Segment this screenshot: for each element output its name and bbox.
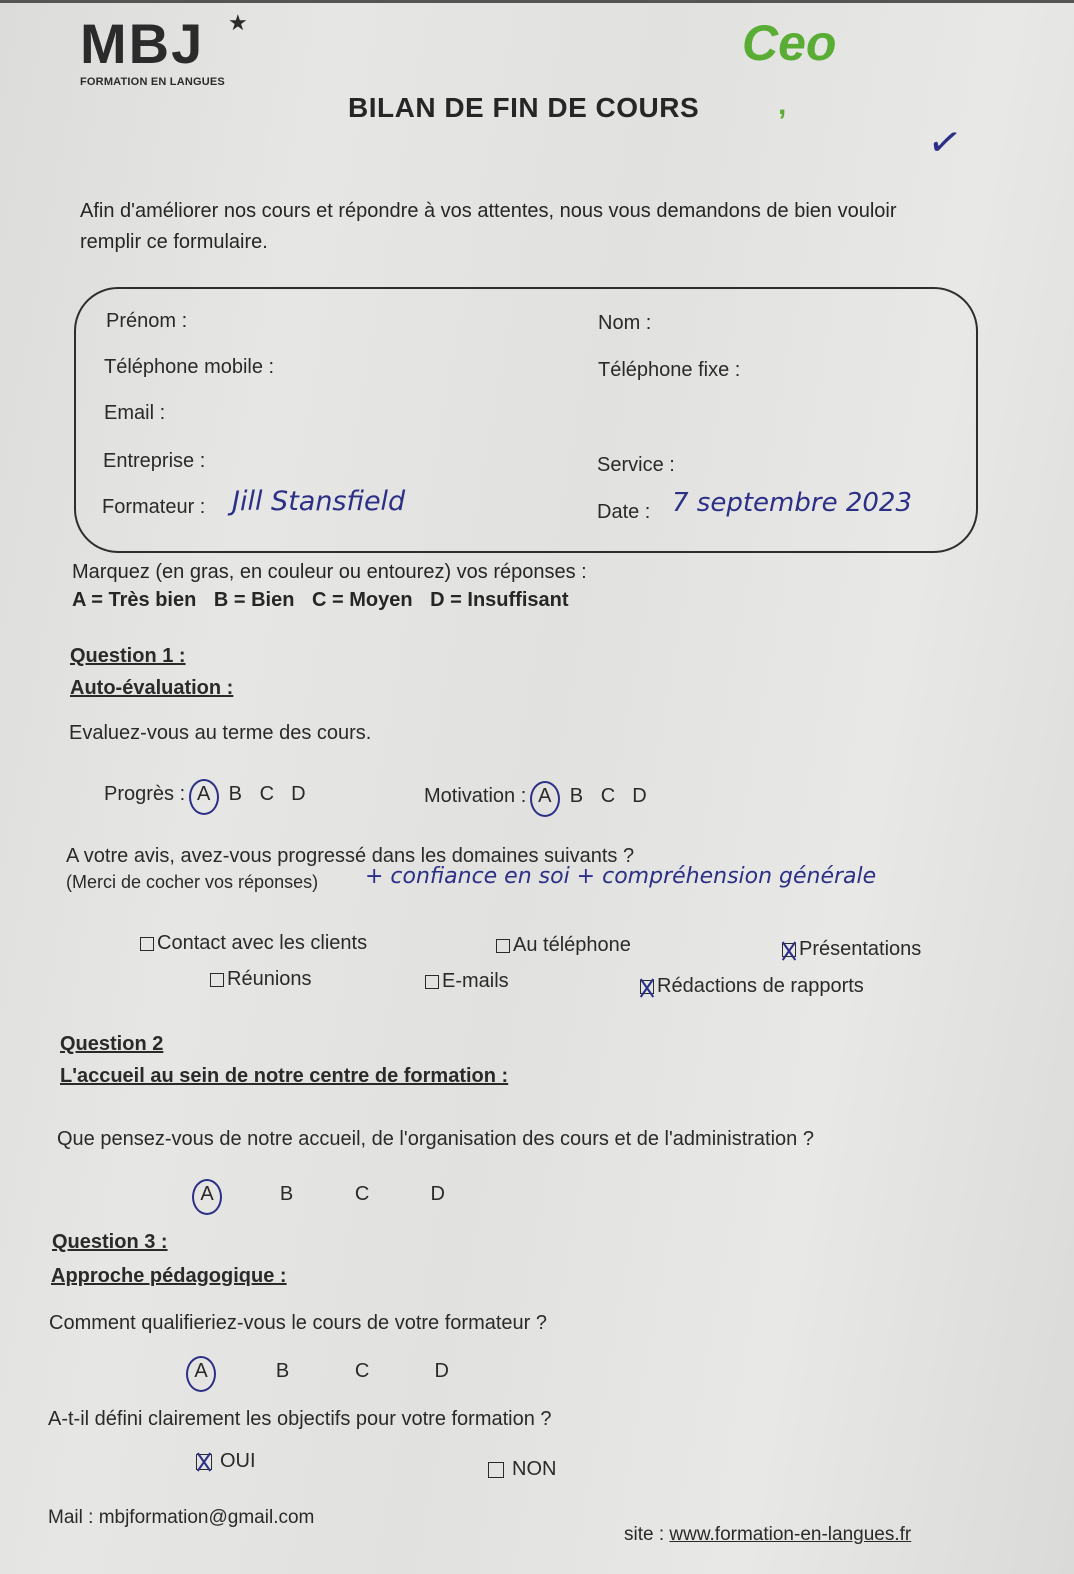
q2-option-b[interactable]: B [279, 1183, 294, 1205]
green-mark-annotation: , [778, 88, 787, 121]
domain-telephone[interactable] [496, 934, 631, 957]
progress-option-a[interactable]: A [191, 783, 217, 806]
legend-a: A = Très bien [72, 589, 197, 611]
domains-prompt: A votre avis, avez-vous progressé dans les domaines suivants ? [66, 845, 635, 867]
oui-label: OUI [220, 1450, 256, 1472]
progress-option-d[interactable]: D [291, 783, 306, 805]
q2-number: Question 2 [60, 1033, 164, 1055]
q3-option-d[interactable]: D [434, 1360, 449, 1382]
q2-option-a[interactable]: A [194, 1183, 220, 1206]
q3-option-b[interactable]: B [275, 1360, 290, 1382]
checkbox-icon[interactable] [488, 1462, 504, 1478]
checked-checkbox-icon[interactable] [640, 980, 654, 994]
email-label: Email : [104, 402, 166, 424]
q2-title: L'accueil au sein de notre centre de formation : [60, 1065, 509, 1087]
nom-label: Nom : [598, 312, 652, 334]
checkbox-icon[interactable] [425, 975, 439, 989]
intro-text: Afin d'améliorer nos cours et répondre à vos attentes, nous vous demandons de bien vouloir remplir ce formulaire. [80, 200, 897, 253]
logo-mark: MBJ [80, 12, 205, 75]
q3-rating [188, 1360, 455, 1383]
page-title: BILAN DE FIN DE COURS [348, 92, 700, 123]
motivation-option-b[interactable]: B [569, 785, 584, 807]
handwritten-domains-note: + confiance en soi + compréhension générale [365, 864, 877, 889]
q3-number: Question 3 : [52, 1231, 168, 1253]
checkmark-icon: ✓ [924, 117, 966, 169]
mail-label: Mail : [48, 1507, 94, 1528]
q2-prompt: Que pensez-vous de notre accueil, de l'organisation des cours et de l'administration ? [57, 1128, 814, 1150]
checked-checkbox-icon[interactable] [782, 943, 796, 957]
domain-label: E-mails [442, 970, 509, 992]
star-icon: ★ [228, 10, 248, 35]
instructions [72, 558, 587, 614]
nom-field[interactable] [665, 304, 945, 334]
q2-option-c[interactable]: C [354, 1183, 370, 1205]
date-label: Date : [597, 501, 651, 523]
checkbox-icon[interactable] [496, 939, 510, 953]
domain-emails[interactable] [425, 970, 509, 993]
prenom-field[interactable] [200, 302, 460, 332]
q1-prompt: Evaluez-vous au terme des cours. [69, 722, 372, 744]
progress-option-c[interactable]: C [259, 783, 275, 805]
domain-presentations[interactable] [782, 938, 921, 961]
company-label: Entreprise : [103, 450, 206, 472]
q2-option-d[interactable]: D [430, 1183, 445, 1205]
domain-contact-clients[interactable] [140, 932, 367, 955]
progress-rating [104, 783, 311, 806]
domain-label: Présentations [799, 938, 922, 960]
q2-rating [194, 1183, 451, 1206]
mail-address[interactable]: mbjformation@gmail.com [98, 1507, 315, 1528]
domain-label: Au téléphone [513, 934, 631, 956]
progress-option-b[interactable]: B [228, 783, 242, 805]
q3-title: Approche pédagogique : [51, 1265, 287, 1287]
date-field[interactable]: 7 septembre 2023 [672, 488, 912, 518]
objectives-prompt: A-t-il défini clairement les objectifs pour votre formation ? [48, 1408, 552, 1430]
checkbox-icon[interactable] [140, 937, 154, 951]
landline-phone-label: Téléphone fixe : [598, 359, 741, 381]
checkbox-icon[interactable] [210, 973, 224, 987]
instructions-line: Marquez (en gras, en couleur ou entourez) vos réponses : [72, 561, 587, 583]
motivation-option-c[interactable]: C [600, 785, 616, 807]
site-link[interactable]: www.formation-en-langues.fr [669, 1524, 912, 1545]
domain-reunions[interactable] [210, 968, 312, 991]
domain-rapports[interactable] [640, 975, 864, 998]
footer-mail [48, 1507, 314, 1529]
legend-c: C = Moyen [312, 589, 413, 611]
q3-option-c[interactable]: C [354, 1360, 370, 1382]
motivation-rating [424, 785, 653, 808]
q1-title: Auto-évaluation : [70, 677, 234, 699]
footer-site [624, 1524, 911, 1546]
domain-label: Contact avec les clients [157, 932, 368, 954]
logo-subtitle: FORMATION EN LANGUES [80, 76, 225, 88]
q3-option-a[interactable]: A [188, 1360, 214, 1383]
mobile-phone-field[interactable] [300, 348, 500, 378]
email-field[interactable] [175, 394, 475, 424]
legend-b: B = Bien [213, 589, 295, 611]
prenom-label: Prénom : [106, 310, 188, 332]
q3-prompt: Comment qualifieriez-vous le cours de votre formateur ? [49, 1312, 547, 1334]
motivation-label: Motivation : [424, 785, 527, 807]
trainer-field[interactable]: Jill Stansfield [232, 486, 406, 517]
mbj-logo [80, 10, 248, 88]
company-field[interactable] [225, 442, 505, 472]
service-label: Service : [597, 454, 675, 476]
domain-label: Réunions [227, 968, 312, 990]
page-top-edge [0, 0, 1074, 3]
legend-d: D = Insuffisant [430, 589, 569, 611]
domain-label: Rédactions de rapports [657, 975, 864, 997]
service-field[interactable] [688, 446, 948, 476]
checked-checkbox-icon[interactable] [196, 1454, 212, 1470]
motivation-option-a[interactable]: A [532, 785, 558, 808]
objectives-non[interactable] [488, 1458, 556, 1481]
green-initials-annotation: Ceo [742, 15, 837, 71]
motivation-option-d[interactable]: D [632, 785, 647, 807]
non-label: NON [512, 1458, 557, 1480]
landline-phone-field[interactable] [765, 350, 955, 380]
site-label: site : [624, 1524, 665, 1545]
mobile-phone-label: Téléphone mobile : [104, 356, 275, 378]
progress-label: Progrès : [104, 783, 186, 805]
domains-note: (Merci de cocher vos réponses) [66, 872, 319, 892]
q1-number: Question 1 : [70, 645, 186, 667]
objectives-oui[interactable] [196, 1450, 256, 1473]
trainer-label: Formateur : [102, 496, 206, 518]
rating-legend [72, 586, 587, 614]
